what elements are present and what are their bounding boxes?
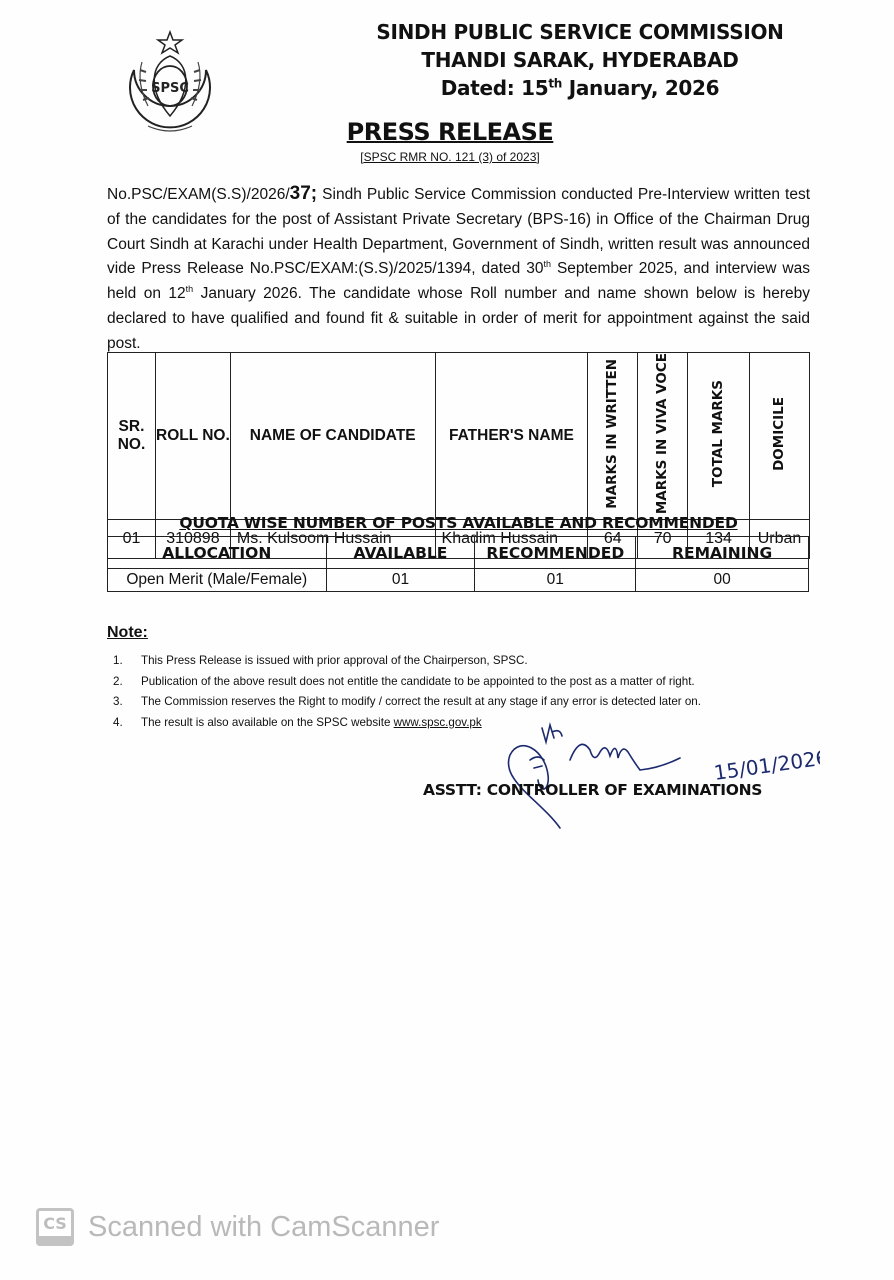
svg-text:SPSC: SPSC: [151, 81, 189, 96]
press-release-title: PRESS RELEASE: [346, 118, 554, 146]
header-roll-no: ROLL NO.: [155, 353, 230, 520]
cell-domicile: Urban: [750, 520, 810, 559]
list-item: 1. This Press Release is issued with prior approval of the Chairperson, SPSC.: [113, 654, 528, 667]
cell-remaining: 00: [636, 569, 809, 592]
list-item: 2. Publication of the above result does not entitle the candidate to be appointed to the post as a matter of right.: [113, 674, 695, 688]
release-date: Dated: 15th January, 2026: [440, 76, 720, 100]
results-header-row: [108, 353, 810, 520]
cell-sr-no: 01: [108, 520, 156, 559]
list-item: 4. The result is also available on the SPSC website www.spsc.gov.pk: [113, 713, 813, 734]
spsc-website-link[interactable]: www.spsc.gov.pk: [393, 715, 482, 729]
quota-table: [107, 536, 809, 592]
header-available: AVAILABLE: [326, 537, 475, 569]
camscanner-logo-icon: CS: [36, 1208, 74, 1246]
commission-name: SINDH PUBLIC SERVICE COMMISSION: [376, 20, 784, 44]
header-allocation: ALLOCATION: [108, 537, 327, 569]
list-item: 3. The Commission reserves the Right to modify / correct the result at any stage if any error is detected later on.: [113, 695, 701, 708]
header-recommended: RECOMMENDED: [475, 537, 636, 569]
header-domicile: DOMICILE: [771, 396, 787, 471]
header-remaining: REMAINING: [636, 537, 809, 569]
quota-title: QUOTA WISE NUMBER OF POSTS AVAILABLE AND RECOMMENDED: [179, 514, 738, 532]
header-sr-no: SR. NO.: [108, 353, 156, 520]
cell-marks-written: 64: [588, 520, 638, 559]
body-paragraph: No.PSC/EXAM(S.S)/2026/37; Sindh Public Service Commission conducted Pre-Interview written test of the candidates for the post of Assistant Private Secretary (BPS-16) in Office of the Chairman Drug Court Sindh at Karachi under Health Department, Government of Sindh, written result was announced vide Press Release No.PSC/EXAM:(S.S)/2025/1394, dated 30th September 2025, and interview was held on 12th January 2026. The candidate whose Roll number and name shown below is hereby declared to have qualified and found fit & suitable in order of merit for appointment against the said post.: [107, 183, 810, 352]
svg-text:15/01/2026: 15/01/2026: [712, 745, 820, 785]
camscanner-watermark: [36, 1208, 439, 1246]
header-marks-viva: MARKS IN VIVA VOCE: [654, 353, 671, 515]
commission-address: THANDI SARAK, HYDERABAD: [421, 48, 739, 72]
quota-header-row: [108, 537, 809, 569]
table-row: [108, 569, 809, 592]
notes-heading: Note:: [107, 624, 148, 641]
handwritten-signature: [500, 720, 820, 830]
press-release-reference: [SPSC RMR NO. 121 (3) of 2023]: [360, 150, 540, 164]
cell-father-name: Khadim Hussain: [435, 520, 588, 559]
cell-recommended: 01: [475, 569, 636, 592]
cell-marks-viva: 70: [638, 520, 688, 559]
cell-available: 01: [326, 569, 475, 592]
camscanner-text: Scanned with CamScanner: [88, 1210, 440, 1243]
signatory-title: ASSTT: CONTROLLER OF EXAMINATIONS: [423, 781, 763, 799]
cell-total-marks: 134: [688, 520, 750, 559]
header-total-marks: TOTAL MARKS: [710, 380, 727, 488]
spsc-logo: [120, 30, 220, 142]
header-marks-written: MARKS IN WRITTEN: [604, 358, 621, 509]
cell-allocation: Open Merit (Male/Female): [108, 569, 327, 592]
header-father-name: FATHER'S NAME: [435, 353, 588, 520]
cell-roll-no: 310898: [155, 520, 230, 559]
header-candidate-name: NAME OF CANDIDATE: [230, 353, 435, 520]
cell-candidate-name: Ms. Kulsoom Hussain: [230, 520, 435, 559]
